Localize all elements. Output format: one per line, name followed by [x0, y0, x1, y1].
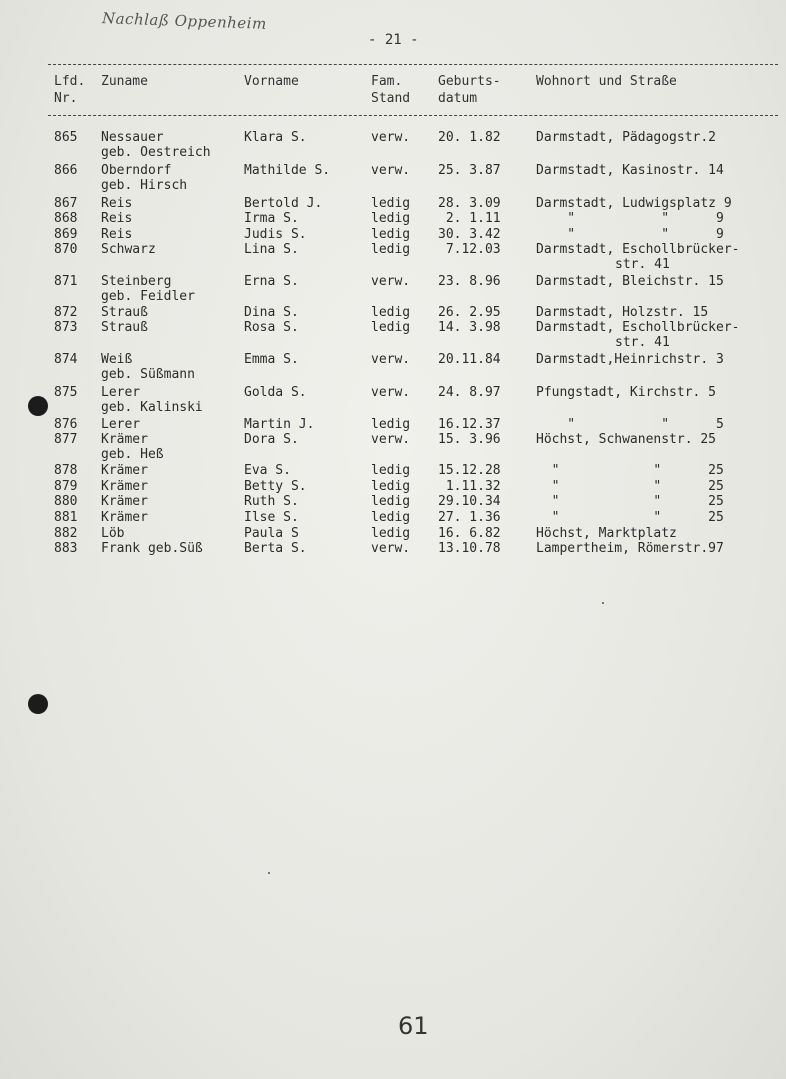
row-vorname: Judis S. — [244, 227, 307, 242]
row-fam-stand: ledig — [371, 242, 411, 257]
row-vorname: Dora S. — [244, 432, 299, 447]
row-wohnort: Höchst, Schwanenstr. 25 — [536, 432, 717, 447]
row-geburtsdatum: 16. 6.82 — [438, 526, 501, 541]
row-number: 868 — [54, 211, 78, 226]
header-vorname: Vorname — [244, 74, 299, 89]
header-bottom-rule — [48, 115, 778, 116]
row-wohnort: Darmstadt, Kasinostr. 14 — [536, 163, 724, 178]
row-vorname: Ilse S. — [244, 510, 299, 525]
row-zuname: Steinberg — [101, 274, 172, 289]
row-number: 876 — [54, 417, 78, 432]
row-wohnort: Darmstadt, Holzstr. 15 — [536, 305, 709, 320]
row-geburtsdatum: 23. 8.96 — [438, 274, 501, 289]
row-fam-stand: verw. — [371, 385, 411, 400]
row-geburtsdatum: 24. 8.97 — [438, 385, 501, 400]
row-fam-stand: verw. — [371, 274, 411, 289]
row-wohnort: Darmstadt, Bleichstr. 15 — [536, 274, 724, 289]
row-zuname: Reis — [101, 211, 133, 226]
row-vorname: Bertold J. — [244, 196, 323, 211]
row-zuname: Krämer — [101, 479, 148, 494]
row-number: 867 — [54, 196, 78, 211]
row-wohnort: " " 25 — [536, 494, 724, 509]
row-birth-name: geb. Süßmann — [101, 367, 195, 382]
row-zuname: Krämer — [101, 432, 148, 447]
row-fam-stand: ledig — [371, 417, 411, 432]
row-wohnort: " " 25 — [536, 510, 724, 525]
row-geburtsdatum: 7.12.03 — [438, 242, 501, 257]
row-zuname: Lerer — [101, 385, 141, 400]
punch-hole — [28, 694, 48, 714]
row-fam-stand: verw. — [371, 541, 411, 556]
row-geburtsdatum: 15. 3.96 — [438, 432, 501, 447]
row-number: 881 — [54, 510, 78, 525]
row-fam-stand: ledig — [371, 510, 411, 525]
row-fam-stand: verw. — [371, 352, 411, 367]
row-birth-name: geb. Hirsch — [101, 178, 188, 193]
row-birth-name: geb. Feidler — [101, 289, 195, 304]
row-number: 866 — [54, 163, 78, 178]
row-fam-stand: verw. — [371, 130, 411, 145]
row-fam-stand: verw. — [371, 163, 411, 178]
row-zuname: Oberndorf — [101, 163, 172, 178]
row-vorname: Irma S. — [244, 211, 299, 226]
row-vorname: Mathilde S. — [244, 163, 331, 178]
row-zuname: Lerer — [101, 417, 141, 432]
row-geburtsdatum: 1.11.32 — [438, 479, 501, 494]
row-zuname: Nessauer — [101, 130, 164, 145]
row-number: 865 — [54, 130, 78, 145]
row-number: 869 — [54, 227, 78, 242]
paper-speck — [602, 602, 604, 604]
row-zuname: Strauß — [101, 320, 148, 335]
row-wohnort: Pfungstadt, Kirchstr. 5 — [536, 385, 717, 400]
row-number: 872 — [54, 305, 78, 320]
row-wohnort: " " 9 — [536, 227, 724, 242]
row-birth-name: geb. Oestreich — [101, 145, 211, 160]
row-vorname: Rosa S. — [244, 320, 299, 335]
row-zuname: Reis — [101, 196, 133, 211]
row-geburtsdatum: 26. 2.95 — [438, 305, 501, 320]
row-wohnort-continued: str. 41 — [615, 335, 670, 350]
header-fam-stand: Fam. Stand — [371, 74, 411, 106]
footer-number: 61 — [398, 1012, 429, 1040]
row-geburtsdatum: 16.12.37 — [438, 417, 501, 432]
row-number: 879 — [54, 479, 78, 494]
row-geburtsdatum: 2. 1.11 — [438, 211, 501, 226]
row-birth-name: geb. Heß — [101, 447, 164, 462]
row-number: 880 — [54, 494, 78, 509]
row-number: 870 — [54, 242, 78, 257]
row-number: 874 — [54, 352, 78, 367]
row-vorname: Ruth S. — [244, 494, 299, 509]
row-wohnort: Darmstadt, Eschollbrücker- — [536, 320, 740, 335]
row-zuname: Strauß — [101, 305, 148, 320]
row-wohnort: Höchst, Marktplatz — [536, 526, 677, 541]
row-wohnort: Darmstadt, Ludwigsplatz 9 — [536, 196, 732, 211]
row-zuname: Krämer — [101, 463, 148, 478]
row-geburtsdatum: 29.10.34 — [438, 494, 501, 509]
row-vorname: Martin J. — [244, 417, 315, 432]
row-geburtsdatum: 13.10.78 — [438, 541, 501, 556]
row-birth-name: geb. Kalinski — [101, 400, 203, 415]
row-wohnort: " " 5 — [536, 417, 724, 432]
row-vorname: Golda S. — [244, 385, 307, 400]
row-number: 873 — [54, 320, 78, 335]
row-fam-stand: ledig — [371, 463, 411, 478]
header-geburtsdatum: Geburts- datum — [438, 74, 501, 106]
row-zuname: Schwarz — [101, 242, 156, 257]
row-geburtsdatum: 27. 1.36 — [438, 510, 501, 525]
row-fam-stand: ledig — [371, 494, 411, 509]
row-geburtsdatum: 20.11.84 — [438, 352, 501, 367]
row-zuname: Weiß — [101, 352, 133, 367]
row-wohnort: Lampertheim, Römerstr.97 — [536, 541, 724, 556]
row-wohnort: Darmstadt, Pädagogstr.2 — [536, 130, 717, 145]
row-wohnort: Darmstadt,Heinrichstr. 3 — [536, 352, 724, 367]
row-zuname: Frank geb.Süß — [101, 541, 203, 556]
row-wohnort: " " 9 — [536, 211, 724, 226]
row-wohnort-continued: str. 41 — [615, 257, 670, 272]
row-fam-stand: ledig — [371, 320, 411, 335]
row-number: 878 — [54, 463, 78, 478]
handwritten-annotation: Nachlaß Oppenheim — [101, 9, 268, 33]
header-top-rule — [48, 64, 778, 65]
row-number: 871 — [54, 274, 78, 289]
row-fam-stand: ledig — [371, 196, 411, 211]
row-zuname: Krämer — [101, 510, 148, 525]
row-fam-stand: ledig — [371, 479, 411, 494]
row-wohnort: Darmstadt, Eschollbrücker- — [536, 242, 740, 257]
row-geburtsdatum: 15.12.28 — [438, 463, 501, 478]
punch-hole — [28, 396, 48, 416]
row-vorname: Paula S — [244, 526, 299, 541]
row-fam-stand: ledig — [371, 305, 411, 320]
row-vorname: Berta S. — [244, 541, 307, 556]
row-zuname: Krämer — [101, 494, 148, 509]
row-zuname: Löb — [101, 526, 125, 541]
row-vorname: Dina S. — [244, 305, 299, 320]
row-fam-stand: verw. — [371, 432, 411, 447]
row-number: 882 — [54, 526, 78, 541]
row-vorname: Klara S. — [244, 130, 307, 145]
row-geburtsdatum: 20. 1.82 — [438, 130, 501, 145]
row-vorname: Betty S. — [244, 479, 307, 494]
row-vorname: Eva S. — [244, 463, 291, 478]
paper-speck — [268, 872, 270, 874]
row-geburtsdatum: 25. 3.87 — [438, 163, 501, 178]
header-wohnort: Wohnort und Straße — [536, 74, 677, 89]
row-vorname: Emma S. — [244, 352, 299, 367]
row-fam-stand: ledig — [371, 227, 411, 242]
row-geburtsdatum: 28. 3.09 — [438, 196, 501, 211]
row-number: 877 — [54, 432, 78, 447]
row-geburtsdatum: 14. 3.98 — [438, 320, 501, 335]
row-zuname: Reis — [101, 227, 133, 242]
row-number: 883 — [54, 541, 78, 556]
row-vorname: Erna S. — [244, 274, 299, 289]
header-lfd-nr: Lfd. Nr. — [54, 74, 86, 106]
row-geburtsdatum: 30. 3.42 — [438, 227, 501, 242]
row-fam-stand: ledig — [371, 526, 411, 541]
row-wohnort: " " 25 — [536, 479, 724, 494]
row-wohnort: " " 25 — [536, 463, 724, 478]
header-zuname: Zuname — [101, 74, 148, 89]
row-number: 875 — [54, 385, 78, 400]
row-fam-stand: ledig — [371, 211, 411, 226]
row-vorname: Lina S. — [244, 242, 299, 257]
page-number: - 21 - — [368, 32, 419, 48]
